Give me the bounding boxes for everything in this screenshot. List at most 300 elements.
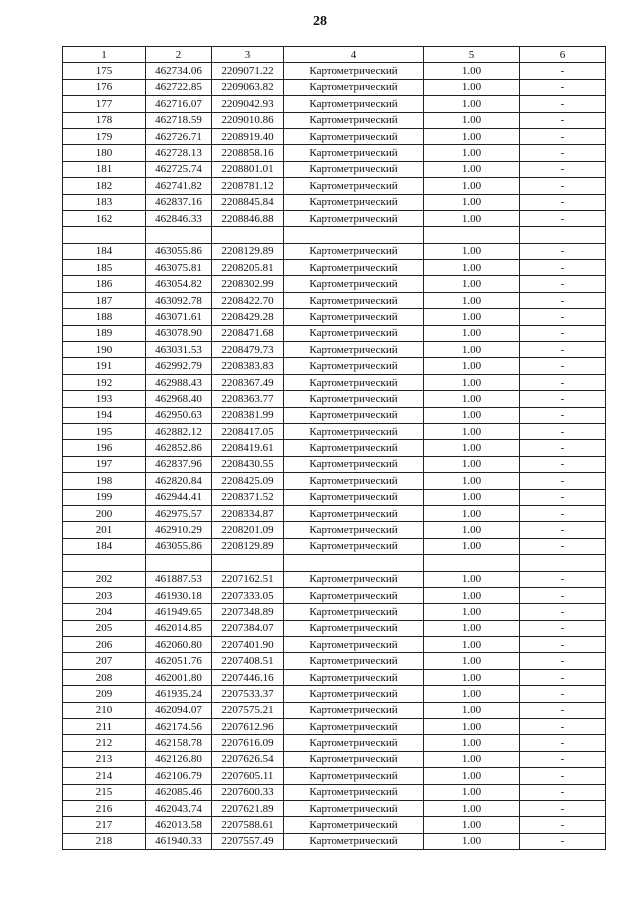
y-coordinate-cell: 2208205.81 xyxy=(212,260,284,276)
y-coordinate-cell: 2207408.51 xyxy=(212,653,284,669)
y-coordinate-cell: 2208371.52 xyxy=(212,489,284,505)
method-cell: Картометрический xyxy=(284,669,424,685)
y-coordinate-cell: 2208201.09 xyxy=(212,522,284,538)
description-cell: - xyxy=(520,489,606,505)
accuracy-cell: 1.00 xyxy=(424,784,520,800)
method-cell: Картометрический xyxy=(284,604,424,620)
y-coordinate-cell: 2207446.16 xyxy=(212,669,284,685)
y-coordinate-cell: 2207616.09 xyxy=(212,735,284,751)
y-coordinate-cell xyxy=(212,227,284,243)
description-cell: - xyxy=(520,260,606,276)
x-coordinate-cell: 462734.06 xyxy=(146,63,212,79)
method-cell: Картометрический xyxy=(284,243,424,259)
y-coordinate-cell: 2209042.93 xyxy=(212,96,284,112)
table-row xyxy=(63,112,606,128)
x-coordinate-cell: 462094.07 xyxy=(146,702,212,718)
accuracy-cell: 1.00 xyxy=(424,145,520,161)
point-number-cell: 191 xyxy=(63,358,146,374)
table-row xyxy=(63,817,606,833)
table-row xyxy=(63,768,606,784)
point-number-cell: 192 xyxy=(63,374,146,390)
accuracy-cell: 1.00 xyxy=(424,637,520,653)
method-cell: Картометрический xyxy=(284,79,424,95)
description-cell: - xyxy=(520,309,606,325)
method-cell: Картометрический xyxy=(284,817,424,833)
description-cell: - xyxy=(520,194,606,210)
x-coordinate-cell: 462988.43 xyxy=(146,374,212,390)
table-row xyxy=(63,260,606,276)
point-number-cell: 197 xyxy=(63,456,146,472)
method-cell: Картометрический xyxy=(284,456,424,472)
x-coordinate-cell: 462992.79 xyxy=(146,358,212,374)
description-cell: - xyxy=(520,784,606,800)
x-coordinate-cell: 462716.07 xyxy=(146,96,212,112)
method-cell: Картометрический xyxy=(284,751,424,767)
point-number-cell: 212 xyxy=(63,735,146,751)
accuracy-cell: 1.00 xyxy=(424,702,520,718)
x-coordinate-cell: 462944.41 xyxy=(146,489,212,505)
table-separator-row xyxy=(63,555,606,571)
point-number-cell: 186 xyxy=(63,276,146,292)
x-coordinate-cell xyxy=(146,227,212,243)
method-cell: Картометрический xyxy=(284,768,424,784)
accuracy-cell: 1.00 xyxy=(424,489,520,505)
point-number-cell: 194 xyxy=(63,407,146,423)
description-cell xyxy=(520,227,606,243)
x-coordinate-cell: 462174.56 xyxy=(146,719,212,735)
table-row xyxy=(63,522,606,538)
x-coordinate-cell: 462126.80 xyxy=(146,751,212,767)
page-number: 28 xyxy=(313,14,327,29)
description-cell: - xyxy=(520,702,606,718)
description-cell: - xyxy=(520,833,606,849)
point-number-cell: 217 xyxy=(63,817,146,833)
table-row xyxy=(63,686,606,702)
accuracy-cell: 1.00 xyxy=(424,309,520,325)
point-number-cell xyxy=(63,227,146,243)
description-cell: - xyxy=(520,276,606,292)
point-number-cell: 206 xyxy=(63,637,146,653)
table-row xyxy=(63,587,606,603)
description-cell: - xyxy=(520,768,606,784)
x-coordinate-cell: 462852.86 xyxy=(146,440,212,456)
method-cell: Картометрический xyxy=(284,719,424,735)
description-cell: - xyxy=(520,63,606,79)
method-cell: Картометрический xyxy=(284,145,424,161)
point-number-cell: 199 xyxy=(63,489,146,505)
accuracy-cell: 1.00 xyxy=(424,587,520,603)
accuracy-cell: 1.00 xyxy=(424,96,520,112)
point-number-cell: 198 xyxy=(63,473,146,489)
table-row xyxy=(63,292,606,308)
table-row xyxy=(63,538,606,554)
accuracy-cell: 1.00 xyxy=(424,604,520,620)
point-number-cell: 182 xyxy=(63,178,146,194)
accuracy-cell: 1.00 xyxy=(424,686,520,702)
description-cell: - xyxy=(520,145,606,161)
y-coordinate-cell: 2208381.99 xyxy=(212,407,284,423)
x-coordinate-cell: 462158.78 xyxy=(146,735,212,751)
description-cell: - xyxy=(520,292,606,308)
description-cell: - xyxy=(520,800,606,816)
description-cell: - xyxy=(520,522,606,538)
x-coordinate-cell: 462728.13 xyxy=(146,145,212,161)
accuracy-cell: 1.00 xyxy=(424,620,520,636)
description-cell: - xyxy=(520,686,606,702)
description-cell: - xyxy=(520,374,606,390)
y-coordinate-cell: 2208367.49 xyxy=(212,374,284,390)
table-row xyxy=(63,784,606,800)
accuracy-cell: 1.00 xyxy=(424,817,520,833)
table-row xyxy=(63,423,606,439)
y-coordinate-cell: 2208429.28 xyxy=(212,309,284,325)
point-number-cell: 181 xyxy=(63,161,146,177)
description-cell: - xyxy=(520,79,606,95)
y-coordinate-cell: 2208334.87 xyxy=(212,505,284,521)
x-coordinate-cell: 462837.96 xyxy=(146,456,212,472)
accuracy-cell: 1.00 xyxy=(424,112,520,128)
table-row xyxy=(63,145,606,161)
table-row xyxy=(63,96,606,112)
method-cell: Картометрический xyxy=(284,538,424,554)
x-coordinate-cell: 463055.86 xyxy=(146,538,212,554)
point-number-cell: 185 xyxy=(63,260,146,276)
method-cell: Картометрический xyxy=(284,686,424,702)
y-coordinate-cell: 2208471.68 xyxy=(212,325,284,341)
method-cell: Картометрический xyxy=(284,210,424,226)
description-cell: - xyxy=(520,178,606,194)
y-coordinate-cell: 2208846.88 xyxy=(212,210,284,226)
description-cell: - xyxy=(520,604,606,620)
table-row xyxy=(63,358,606,374)
accuracy-cell xyxy=(424,555,520,571)
point-number-cell: 195 xyxy=(63,423,146,439)
point-number-cell: 218 xyxy=(63,833,146,849)
description-cell: - xyxy=(520,620,606,636)
description-cell: - xyxy=(520,96,606,112)
x-coordinate-cell: 462820.84 xyxy=(146,473,212,489)
y-coordinate-cell: 2208422.70 xyxy=(212,292,284,308)
y-coordinate-cell: 2209063.82 xyxy=(212,79,284,95)
description-cell: - xyxy=(520,538,606,554)
y-coordinate-cell: 2207626.54 xyxy=(212,751,284,767)
x-coordinate-cell: 461940.33 xyxy=(146,833,212,849)
method-cell: Картометрический xyxy=(284,161,424,177)
description-cell: - xyxy=(520,751,606,767)
x-coordinate-cell: 462106.79 xyxy=(146,768,212,784)
y-coordinate-cell: 2207605.11 xyxy=(212,768,284,784)
accuracy-cell: 1.00 xyxy=(424,276,520,292)
method-cell: Картометрический xyxy=(284,735,424,751)
y-coordinate-cell: 2208417.05 xyxy=(212,423,284,439)
x-coordinate-cell: 463092.78 xyxy=(146,292,212,308)
description-cell: - xyxy=(520,669,606,685)
y-coordinate-cell xyxy=(212,555,284,571)
accuracy-cell: 1.00 xyxy=(424,358,520,374)
y-coordinate-cell: 2207621.89 xyxy=(212,800,284,816)
point-number-cell: 202 xyxy=(63,571,146,587)
y-coordinate-cell: 2207333.05 xyxy=(212,587,284,603)
point-number-cell: 184 xyxy=(63,538,146,554)
point-number-cell: 207 xyxy=(63,653,146,669)
table-row xyxy=(63,637,606,653)
description-cell: - xyxy=(520,161,606,177)
y-coordinate-cell: 2207600.33 xyxy=(212,784,284,800)
point-number-cell: 211 xyxy=(63,719,146,735)
table-row xyxy=(63,440,606,456)
x-coordinate-cell: 462013.58 xyxy=(146,817,212,833)
x-coordinate-cell: 462846.33 xyxy=(146,210,212,226)
point-number-cell: 203 xyxy=(63,587,146,603)
x-coordinate-cell: 462975.57 xyxy=(146,505,212,521)
y-coordinate-cell: 2207348.89 xyxy=(212,604,284,620)
accuracy-cell: 1.00 xyxy=(424,374,520,390)
description-cell: - xyxy=(520,210,606,226)
table-row xyxy=(63,456,606,472)
method-cell: Картометрический xyxy=(284,833,424,849)
table-row xyxy=(63,833,606,849)
accuracy-cell: 1.00 xyxy=(424,210,520,226)
x-coordinate-cell: 462718.59 xyxy=(146,112,212,128)
x-coordinate-cell: 462060.80 xyxy=(146,637,212,653)
method-cell: Картометрический xyxy=(284,653,424,669)
point-number-cell: 200 xyxy=(63,505,146,521)
x-coordinate-cell: 462968.40 xyxy=(146,391,212,407)
accuracy-cell: 1.00 xyxy=(424,735,520,751)
method-cell xyxy=(284,555,424,571)
description-cell: - xyxy=(520,473,606,489)
method-cell: Картометрический xyxy=(284,784,424,800)
x-coordinate-cell: 462741.82 xyxy=(146,178,212,194)
method-cell: Картометрический xyxy=(284,800,424,816)
method-cell: Картометрический xyxy=(284,489,424,505)
accuracy-cell: 1.00 xyxy=(424,833,520,849)
point-number-cell: 179 xyxy=(63,128,146,144)
point-number-cell: 188 xyxy=(63,309,146,325)
x-coordinate-cell: 462882.12 xyxy=(146,423,212,439)
x-coordinate-cell: 462001.80 xyxy=(146,669,212,685)
method-cell: Картометрический xyxy=(284,292,424,308)
table-row xyxy=(63,194,606,210)
y-coordinate-cell: 2208858.16 xyxy=(212,145,284,161)
point-number-cell: 190 xyxy=(63,342,146,358)
method-cell: Картометрический xyxy=(284,112,424,128)
description-cell: - xyxy=(520,325,606,341)
table-row xyxy=(63,702,606,718)
method-cell: Картометрический xyxy=(284,391,424,407)
x-coordinate-cell: 461930.18 xyxy=(146,587,212,603)
y-coordinate-cell: 2207575.21 xyxy=(212,702,284,718)
x-coordinate-cell: 463071.61 xyxy=(146,309,212,325)
description-cell: - xyxy=(520,587,606,603)
method-cell: Картометрический xyxy=(284,571,424,587)
point-number-cell: 184 xyxy=(63,243,146,259)
x-coordinate-cell: 462725.74 xyxy=(146,161,212,177)
y-coordinate-cell: 2207533.37 xyxy=(212,686,284,702)
point-number-cell: 178 xyxy=(63,112,146,128)
description-cell: - xyxy=(520,342,606,358)
method-cell xyxy=(284,227,424,243)
method-cell: Картометрический xyxy=(284,702,424,718)
point-number-cell: 189 xyxy=(63,325,146,341)
accuracy-cell: 1.00 xyxy=(424,128,520,144)
table-row xyxy=(63,161,606,177)
column-header: 6 xyxy=(520,47,606,63)
accuracy-cell: 1.00 xyxy=(424,178,520,194)
point-number-cell: 180 xyxy=(63,145,146,161)
method-cell: Картометрический xyxy=(284,440,424,456)
accuracy-cell: 1.00 xyxy=(424,669,520,685)
y-coordinate-cell: 2208129.89 xyxy=(212,538,284,554)
y-coordinate-cell: 2208383.83 xyxy=(212,358,284,374)
y-coordinate-cell: 2208419.61 xyxy=(212,440,284,456)
table-row xyxy=(63,505,606,521)
table-row xyxy=(63,276,606,292)
description-cell: - xyxy=(520,735,606,751)
table-row xyxy=(63,391,606,407)
accuracy-cell: 1.00 xyxy=(424,325,520,341)
method-cell: Картометрический xyxy=(284,407,424,423)
method-cell: Картометрический xyxy=(284,505,424,521)
method-cell: Картометрический xyxy=(284,276,424,292)
y-coordinate-cell: 2208479.73 xyxy=(212,342,284,358)
x-coordinate-cell: 462085.46 xyxy=(146,784,212,800)
point-number-cell: 209 xyxy=(63,686,146,702)
method-cell: Картометрический xyxy=(284,325,424,341)
x-coordinate-cell: 463078.90 xyxy=(146,325,212,341)
x-coordinate-cell: 462910.29 xyxy=(146,522,212,538)
y-coordinate-cell: 2207612.96 xyxy=(212,719,284,735)
method-cell: Картометрический xyxy=(284,96,424,112)
point-number-cell: 176 xyxy=(63,79,146,95)
accuracy-cell: 1.00 xyxy=(424,161,520,177)
accuracy-cell: 1.00 xyxy=(424,768,520,784)
y-coordinate-cell: 2208363.77 xyxy=(212,391,284,407)
point-number-cell: 187 xyxy=(63,292,146,308)
table-row xyxy=(63,571,606,587)
description-cell: - xyxy=(520,440,606,456)
table-row xyxy=(63,79,606,95)
description-cell: - xyxy=(520,391,606,407)
y-coordinate-cell: 2207162.51 xyxy=(212,571,284,587)
method-cell: Картометрический xyxy=(284,374,424,390)
y-coordinate-cell: 2207557.49 xyxy=(212,833,284,849)
method-cell: Картометрический xyxy=(284,309,424,325)
method-cell: Картометрический xyxy=(284,587,424,603)
x-coordinate-cell xyxy=(146,555,212,571)
x-coordinate-cell: 463075.81 xyxy=(146,260,212,276)
point-number-cell: 193 xyxy=(63,391,146,407)
table-row xyxy=(63,325,606,341)
accuracy-cell: 1.00 xyxy=(424,522,520,538)
description-cell: - xyxy=(520,637,606,653)
y-coordinate-cell: 2208302.99 xyxy=(212,276,284,292)
x-coordinate-cell: 462014.85 xyxy=(146,620,212,636)
method-cell: Картометрический xyxy=(284,63,424,79)
description-cell: - xyxy=(520,571,606,587)
table-row xyxy=(63,751,606,767)
y-coordinate-cell: 2208430.55 xyxy=(212,456,284,472)
point-number-cell: 201 xyxy=(63,522,146,538)
y-coordinate-cell: 2208801.01 xyxy=(212,161,284,177)
x-coordinate-cell: 463031.53 xyxy=(146,342,212,358)
accuracy-cell: 1.00 xyxy=(424,194,520,210)
method-cell: Картометрический xyxy=(284,423,424,439)
point-number-cell: 204 xyxy=(63,604,146,620)
method-cell: Картометрический xyxy=(284,358,424,374)
accuracy-cell: 1.00 xyxy=(424,751,520,767)
y-coordinate-cell: 2208425.09 xyxy=(212,473,284,489)
accuracy-cell: 1.00 xyxy=(424,63,520,79)
accuracy-cell: 1.00 xyxy=(424,440,520,456)
point-number-cell: 215 xyxy=(63,784,146,800)
point-number-cell: 196 xyxy=(63,440,146,456)
column-header: 5 xyxy=(424,47,520,63)
accuracy-cell: 1.00 xyxy=(424,473,520,489)
column-header: 4 xyxy=(284,47,424,63)
table-separator-row xyxy=(63,227,606,243)
x-coordinate-cell: 462722.85 xyxy=(146,79,212,95)
coordinates-table xyxy=(62,46,606,850)
table-row xyxy=(63,489,606,505)
point-number-cell: 210 xyxy=(63,702,146,718)
table-row xyxy=(63,719,606,735)
table-row xyxy=(63,800,606,816)
description-cell: - xyxy=(520,456,606,472)
point-number-cell: 177 xyxy=(63,96,146,112)
description-cell: - xyxy=(520,243,606,259)
table-row xyxy=(63,309,606,325)
method-cell: Картометрический xyxy=(284,260,424,276)
table-row xyxy=(63,243,606,259)
table-row xyxy=(63,210,606,226)
description-cell: - xyxy=(520,653,606,669)
y-coordinate-cell: 2209071.22 xyxy=(212,63,284,79)
y-coordinate-cell: 2207588.61 xyxy=(212,817,284,833)
point-number-cell: 216 xyxy=(63,800,146,816)
description-cell: - xyxy=(520,407,606,423)
point-number-cell: 214 xyxy=(63,768,146,784)
y-coordinate-cell: 2208845.84 xyxy=(212,194,284,210)
x-coordinate-cell: 461887.53 xyxy=(146,571,212,587)
accuracy-cell: 1.00 xyxy=(424,505,520,521)
table-row xyxy=(63,128,606,144)
x-coordinate-cell: 463054.82 xyxy=(146,276,212,292)
accuracy-cell: 1.00 xyxy=(424,571,520,587)
method-cell: Картометрический xyxy=(284,194,424,210)
point-number-cell: 208 xyxy=(63,669,146,685)
x-coordinate-cell: 463055.86 xyxy=(146,243,212,259)
accuracy-cell: 1.00 xyxy=(424,538,520,554)
table-row xyxy=(63,473,606,489)
y-coordinate-cell: 2207384.07 xyxy=(212,620,284,636)
point-number-cell: 162 xyxy=(63,210,146,226)
method-cell: Картометрический xyxy=(284,178,424,194)
y-coordinate-cell: 2208919.40 xyxy=(212,128,284,144)
description-cell: - xyxy=(520,817,606,833)
accuracy-cell: 1.00 xyxy=(424,800,520,816)
accuracy-cell: 1.00 xyxy=(424,719,520,735)
accuracy-cell: 1.00 xyxy=(424,423,520,439)
table-row xyxy=(63,342,606,358)
x-coordinate-cell: 461949.65 xyxy=(146,604,212,620)
accuracy-cell: 1.00 xyxy=(424,407,520,423)
x-coordinate-cell: 462043.74 xyxy=(146,800,212,816)
table-row xyxy=(63,407,606,423)
method-cell: Картометрический xyxy=(284,620,424,636)
table-header-row xyxy=(63,47,606,63)
column-header: 3 xyxy=(212,47,284,63)
